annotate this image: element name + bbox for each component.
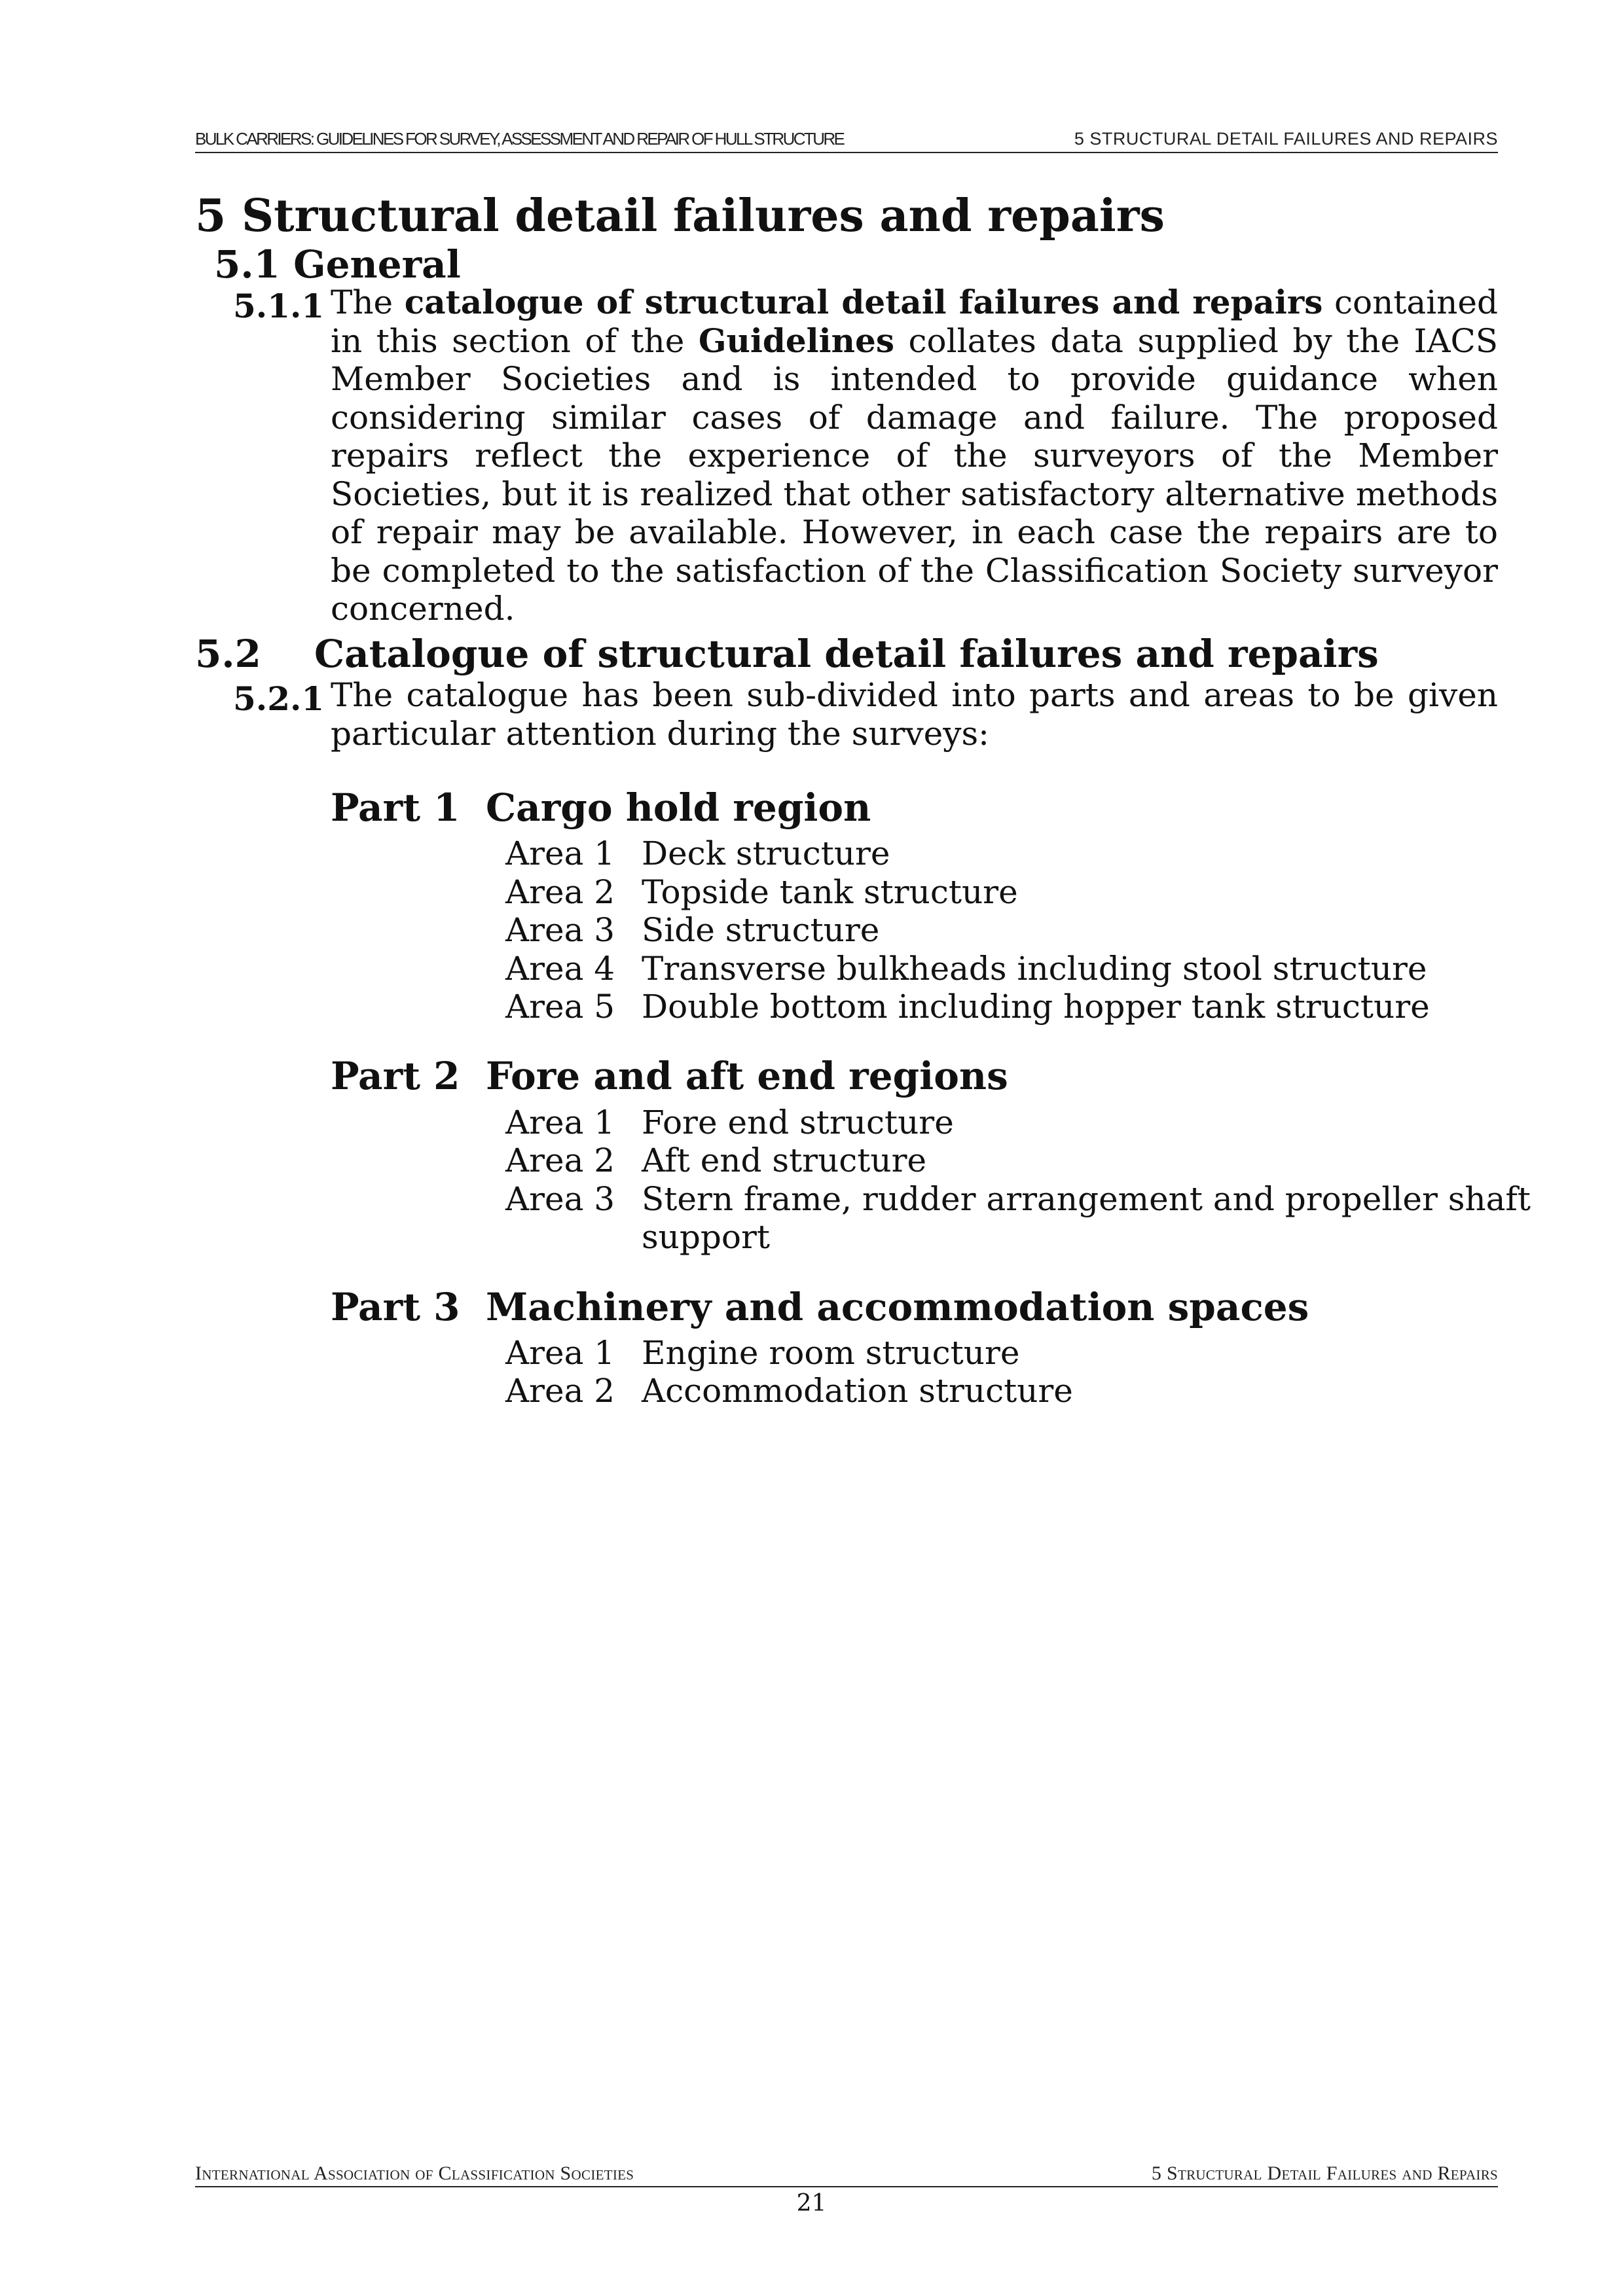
list-item: Area 2 Aft end structure	[505, 1141, 927, 1179]
list-item: Area 3 Stern frame, rudder arrangement and propeller shaft	[505, 1180, 1531, 1218]
part-label: Part 1	[331, 785, 460, 830]
part-title: Machinery and accommodation spaces	[486, 1285, 1309, 1329]
paragraph-5-1-1: The catalogue of structural detail failures and repairs contained in this section of the Guidelines collates data supplied by the IACS Member Societies and is intended to provide guidance when considering similar cases of damage and failure. The proposed repairs reflect the experience of the surveyors of the Member Societies, but it is realized that other satisfactory alternative methods of repair may be available. However, in each case the repairs are to be completed to the satisfaction of the Classification Society surveyor concerned.	[331, 283, 1498, 628]
footer-section-title: 5 Structural Detail Failures and Repairs	[1151, 2162, 1498, 2184]
paragraph-number-5-2-1: 5.2.1	[233, 679, 325, 718]
list-item: Area 2 Topside tank structure	[505, 873, 1018, 911]
part-title: Fore and aft end regions	[486, 1054, 1008, 1098]
section-5-1-heading: 5.1 General	[214, 242, 461, 287]
list-item: Area 5 Double bottom including hopper tank structure	[505, 988, 1430, 1026]
list-item: Area 1 Engine room structure	[505, 1334, 1020, 1372]
paragraph-5-2-1: The catalogue has been sub-divided into parts and areas to be given particular attention during the surveys:	[331, 676, 1498, 753]
list-item: Area 2 Accommodation structure	[505, 1372, 1073, 1410]
list-item-continuation: support	[642, 1218, 770, 1256]
part-label: Part 3	[331, 1285, 460, 1329]
chapter-title: 5 Structural detail failures and repairs	[195, 190, 1165, 242]
page-footer	[195, 2160, 1498, 2187]
page-header	[195, 126, 1498, 153]
part-label: Part 2	[331, 1054, 460, 1098]
header-document-title: BULK CARRIERS: GUIDELINES FOR SURVEY, ASSESSMENT AND REPAIR OF HULL STRUCTURE	[195, 129, 844, 149]
section-5-2-title: Catalogue of structural detail failures and repairs	[314, 632, 1379, 676]
part-title: Cargo hold region	[486, 785, 871, 830]
part-2-heading	[331, 1054, 1008, 1098]
header-section-title: 5 STRUCTURAL DETAIL FAILURES AND REPAIRS	[1074, 129, 1498, 149]
footer-organization: International Association of Classification Societies	[195, 2162, 634, 2184]
paragraph-number-5-1-1: 5.1.1	[233, 287, 325, 325]
list-item: Area 4 Transverse bulkheads including stool structure	[505, 950, 1427, 988]
part-3-heading	[331, 1285, 1309, 1329]
list-item: Area 1 Fore end structure	[505, 1103, 954, 1141]
section-5-2-number: 5.2	[195, 632, 261, 676]
section-5-2-heading	[195, 632, 1379, 676]
page-number: 21	[796, 2190, 827, 2217]
list-item: Area 1 Deck structure	[505, 834, 890, 872]
part-1-heading	[331, 785, 871, 830]
list-item: Area 3 Side structure	[505, 911, 880, 949]
